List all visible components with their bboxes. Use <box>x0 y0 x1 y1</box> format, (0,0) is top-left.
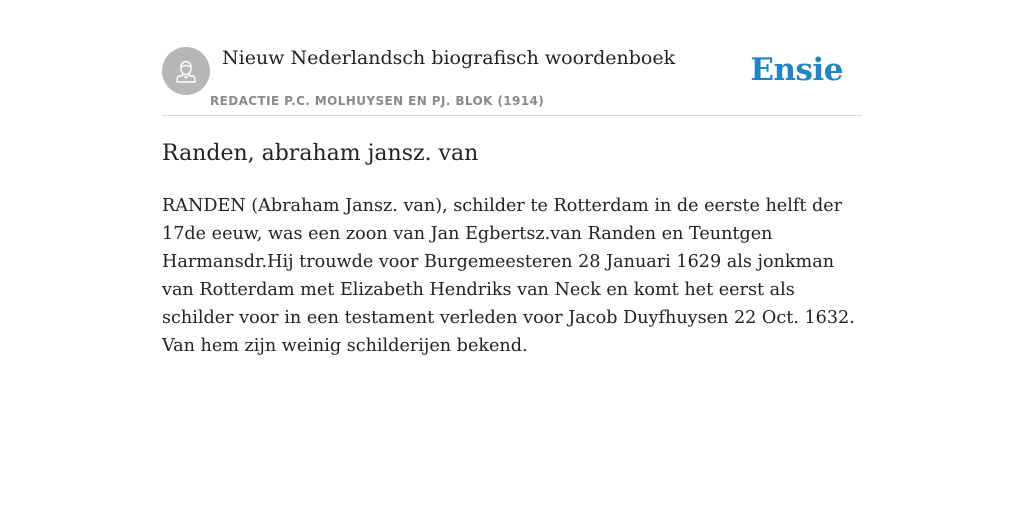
user-icon <box>171 56 201 86</box>
ensie-logo[interactable]: Ensie <box>750 52 843 88</box>
book-title[interactable]: Nieuw Nederlandsch biografisch woordenboek <box>222 47 676 69</box>
editors-label: REDACTIE P.C. MOLHUYSEN EN PJ. BLOK (1914) <box>210 94 545 108</box>
entry-title: Randen, abraham jansz. van <box>162 141 479 166</box>
book-header <box>162 46 862 116</box>
author-avatar[interactable] <box>162 47 210 95</box>
entry-text: RANDEN (Abraham Jansz. van), schilder te Rotterdam in de eerste helft der 17de eeuw, was een zoon van Jan Egbertsz.van Randen en Teuntgen Harmansdr.Hij trouwde voor Burgemeesteren 28 Januari 1629 als jonkman van Rotterdam met Elizabeth Hendriks van Neck en komt het eerst als schilder voor in een testament verleden voor Jacob Duyfhuysen 22 Oct. 1632. Van hem zijn weinig schilderijen bekend. <box>162 196 855 356</box>
